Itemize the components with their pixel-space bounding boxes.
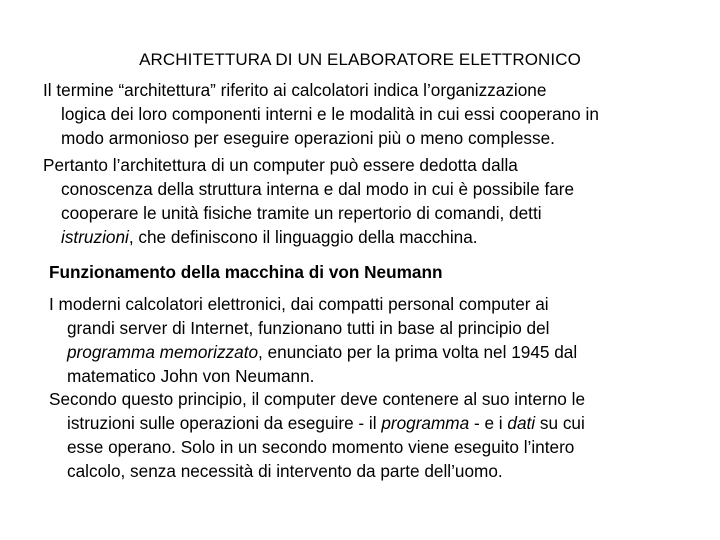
paragraph-line: Il termine “architettura” riferito ai calcolatori indica l’organizzazione bbox=[43, 80, 547, 100]
paragraph-line: I moderni calcolatori elettronici, dai compatti personal computer ai bbox=[49, 294, 549, 314]
paragraph-line-part: istruzioni sulle operazioni da eseguire - il bbox=[67, 413, 382, 433]
paragraph-line bbox=[49, 411, 585, 435]
paragraph-line-rest: , che definiscono il linguaggio della macchina. bbox=[128, 227, 478, 247]
paragraph-line: modo armonioso per eseguire operazioni più o meno complesse. bbox=[61, 128, 555, 148]
paragraph-line: cooperare le unità fisiche tramite un repertorio di comandi, detti bbox=[61, 203, 542, 223]
paragraph-line-part: su cui bbox=[535, 413, 585, 433]
paragraph-architecture-definition bbox=[43, 78, 599, 150]
paragraph-line bbox=[49, 340, 577, 364]
paragraph-von-neumann-principle bbox=[49, 387, 585, 483]
paragraph-line-part: - e i bbox=[469, 413, 508, 433]
paragraph-stored-program bbox=[49, 292, 577, 388]
italic-term-programma-memorizzato: programma memorizzato bbox=[67, 342, 259, 362]
section-heading: Funzionamento della macchina di von Neumann bbox=[49, 262, 443, 282]
paragraph-architecture-deduction bbox=[43, 153, 574, 249]
italic-term-programma: programma bbox=[381, 413, 470, 433]
italic-term-istruzioni: istruzioni bbox=[61, 227, 129, 247]
paragraph-line: Pertanto l’architettura di un computer può essere dedotta dalla bbox=[43, 155, 518, 175]
paragraph-line: conoscenza della struttura interna e dal modo in cui è possibile fare bbox=[61, 179, 575, 199]
paragraph-line: Secondo questo principio, il computer deve contenere al suo interno le bbox=[49, 389, 586, 409]
paragraph-line: logica dei loro componenti interni e le modalità in cui essi cooperano in bbox=[61, 104, 599, 124]
paragraph-line: calcolo, senza necessità di intervento da parte dell’uomo. bbox=[67, 461, 503, 481]
paragraph-line: grandi server di Internet, funzionano tutti in base al principio del bbox=[67, 318, 550, 338]
paragraph-line: esse operano. Solo in un secondo momento viene eseguito l’intero bbox=[67, 437, 575, 457]
paragraph-line bbox=[43, 225, 574, 249]
paragraph-line: matematico John von Neumann. bbox=[67, 366, 315, 386]
slide-title: ARCHITETTURA DI UN ELABORATORE ELETTRONICO bbox=[139, 50, 581, 69]
paragraph-line-rest: , enunciato per la prima volta nel 1945 dal bbox=[258, 342, 578, 362]
italic-term-dati: dati bbox=[507, 413, 536, 433]
